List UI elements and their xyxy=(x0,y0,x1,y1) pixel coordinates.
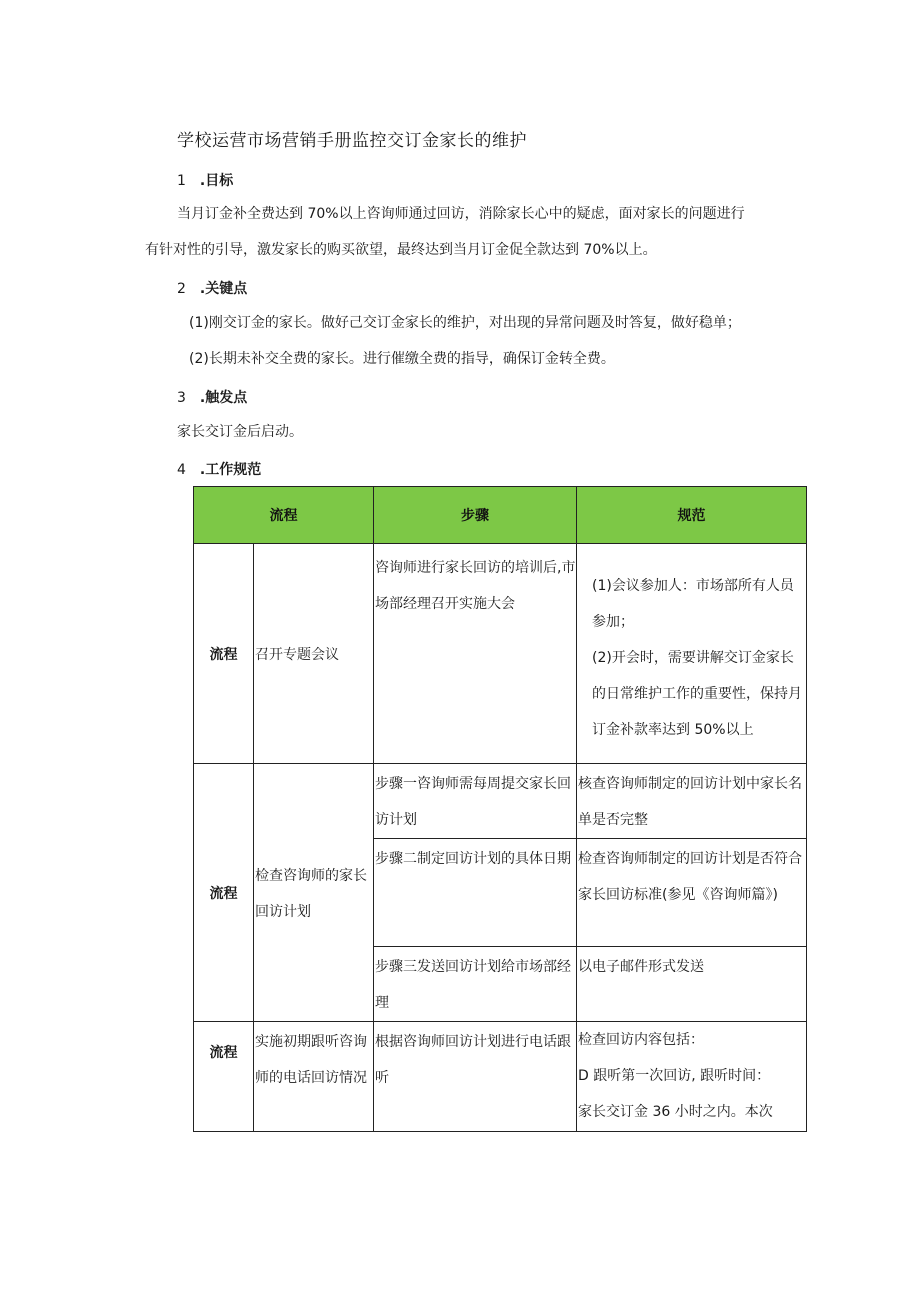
process-cell: 召开专题会议 xyxy=(254,544,374,764)
norm-line: (2)开会时，需要讲解交订金家长的日常维护工作的重要性，保持月订金补款率达到 50%以上 xyxy=(592,650,802,738)
stage-label: 流程 xyxy=(194,544,254,764)
norm-line: 家长交订金 36 小时之内。本次 xyxy=(578,1104,773,1120)
process-cell: 实施初期跟听咨询师的电话回访情况 xyxy=(254,1022,374,1132)
section-heading-work-spec: 4 .工作规范 xyxy=(177,462,262,478)
section-heading-goal: 1 .目标 xyxy=(177,173,234,189)
process-cell: 检查咨询师的家长回访计划 xyxy=(254,764,374,1022)
section-heading-trigger: 3 .触发点 xyxy=(177,390,248,406)
norm-line: (1)会议参加人：市场部所有人员参加； xyxy=(592,578,794,630)
header-process: 流程 xyxy=(194,487,374,544)
table-row xyxy=(194,1022,807,1132)
step-cell: 步骤一咨询师需每周提交家长回访计划 xyxy=(374,764,577,839)
step-cell: 步骤二制定回访计划的具体日期 xyxy=(374,839,577,947)
step-cell: 步骤三发送回访计划给市场部经理 xyxy=(374,947,577,1022)
work-spec-table xyxy=(193,486,807,1132)
norm-cell xyxy=(577,1022,807,1132)
trigger-text: 家长交订金后启动。 xyxy=(177,424,303,440)
section-heading-key-points: 2 .关键点 xyxy=(177,281,248,297)
goal-line-1: 当月订金补全费达到 70%以上咨询师通过回访，消除家长心中的疑虑，面对家长的问题进行 xyxy=(177,206,745,222)
norm-line: 检查回访内容包括： xyxy=(578,1032,704,1048)
header-norm: 规范 xyxy=(577,487,807,544)
document-title: 学校运营市场营销手册监控交订金家长的维护 xyxy=(177,131,527,151)
goal-line-2: 有针对性的引导，激发家长的购买欲望，最终达到当月订金促全款达到 70%以上。 xyxy=(145,242,657,258)
step-cell: 根据咨询师回访计划进行电话跟听 xyxy=(374,1022,577,1132)
step-cell: 咨询师进行家长回访的培训后,市场部经理召开实施大会 xyxy=(374,544,577,764)
table-row xyxy=(194,764,807,839)
norm-cell: 以电子邮件形式发送 xyxy=(577,947,807,1022)
norm-cell xyxy=(577,544,807,764)
stage-label: 流程 xyxy=(194,764,254,1022)
table-header-row xyxy=(194,487,807,544)
norm-line: D 跟听第一次回访, 跟听时间： xyxy=(578,1068,771,1084)
key-point-1: (1)刚交订金的家长。做好己交订金家长的维护，对出现的异常问题及时答复，做好稳单； xyxy=(189,315,741,331)
key-point-2: (2)长期未补交全费的家长。进行催缴全费的指导，确保订金转全费。 xyxy=(189,351,615,367)
header-step: 步骤 xyxy=(374,487,577,544)
norm-cell: 检查咨询师制定的回访计划是否符合家长回访标准(参见《咨询师篇》) xyxy=(577,839,807,947)
stage-label: 流程 xyxy=(194,1022,254,1132)
norm-cell: 核查咨询师制定的回访计划中家长名单是否完整 xyxy=(577,764,807,839)
table-row xyxy=(194,544,807,764)
